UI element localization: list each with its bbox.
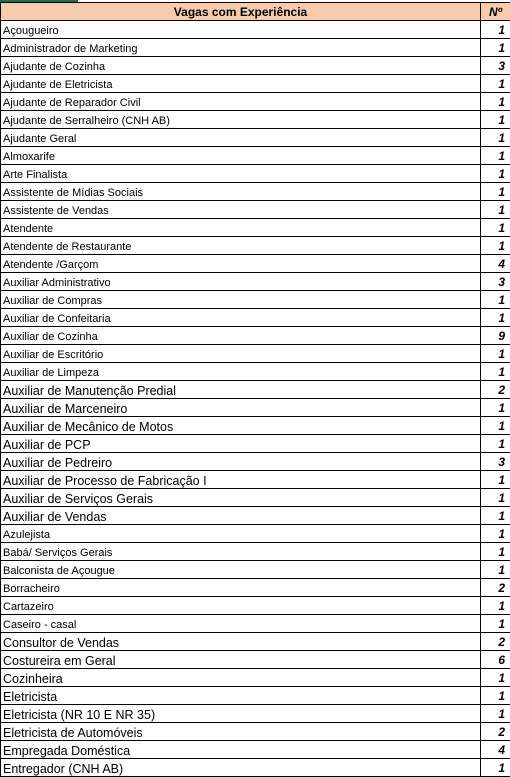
- cell-cargo[interactable]: Empregada Doméstica: [1, 741, 481, 759]
- table-row: [1, 291, 510, 309]
- cell-cargo[interactable]: Babá/ Serviços Gerais: [1, 543, 481, 561]
- cell-cargo[interactable]: Auxiliar de Pedreiro: [1, 453, 481, 471]
- cell-quantidade[interactable]: 2: [481, 381, 510, 399]
- table-row: [1, 345, 510, 363]
- cell-cargo[interactable]: Almoxarife: [1, 147, 481, 165]
- table-row: [1, 417, 510, 435]
- cell-cargo[interactable]: Arte Finalista: [1, 165, 481, 183]
- cell-cargo[interactable]: Cartazeiro: [1, 597, 481, 615]
- cell-cargo[interactable]: Eletricista: [1, 687, 481, 705]
- table-row: [1, 183, 510, 201]
- header-cell-vagas[interactable]: Vagas com Experiência: [1, 3, 481, 21]
- cell-quantidade[interactable]: 2: [481, 723, 510, 741]
- cell-cargo[interactable]: Auxiliar de PCP: [1, 435, 481, 453]
- cell-quantidade[interactable]: 1: [481, 75, 510, 93]
- cell-quantidade[interactable]: 4: [481, 255, 510, 273]
- cell-quantidade[interactable]: 3: [481, 273, 510, 291]
- cell-cargo[interactable]: Costureira em Geral: [1, 651, 481, 669]
- cell-quantidade[interactable]: 1: [481, 345, 510, 363]
- cell-cargo[interactable]: Atendente /Garçom: [1, 255, 481, 273]
- cell-cargo[interactable]: Auxiliar de Compras: [1, 291, 481, 309]
- table-row: [1, 363, 510, 381]
- cell-cargo[interactable]: Ajudante Geral: [1, 129, 481, 147]
- cell-cargo[interactable]: Ajudante de Serralheiro (CNH AB): [1, 111, 481, 129]
- table-row: [1, 327, 510, 345]
- cell-cargo[interactable]: Ajudante de Reparador Civil: [1, 93, 481, 111]
- cell-cargo[interactable]: Consultor de Vendas: [1, 633, 481, 651]
- table-row: [1, 273, 510, 291]
- cell-cargo[interactable]: Assistente de Mídias Sociais: [1, 183, 481, 201]
- table-row: [1, 435, 510, 453]
- cell-cargo[interactable]: Eletricista de Automóveis: [1, 723, 481, 741]
- cell-quantidade[interactable]: 1: [481, 129, 510, 147]
- cell-cargo[interactable]: Eletricista (NR 10 E NR 35): [1, 705, 481, 723]
- cell-quantidade[interactable]: 2: [481, 579, 510, 597]
- cell-cargo[interactable]: Entregador (CNH AB): [1, 759, 481, 777]
- cell-quantidade[interactable]: 1: [481, 489, 510, 507]
- cell-quantidade[interactable]: 1: [481, 39, 510, 57]
- cell-quantidade[interactable]: 2: [481, 633, 510, 651]
- cell-quantidade[interactable]: 1: [481, 291, 510, 309]
- cell-cargo[interactable]: Atendente de Restaurante: [1, 237, 481, 255]
- cell-cargo[interactable]: Cozinheira: [1, 669, 481, 687]
- cell-cargo[interactable]: Auxiliar de Mecânico de Motos: [1, 417, 481, 435]
- cell-quantidade[interactable]: 1: [481, 399, 510, 417]
- cell-cargo[interactable]: Ajudante de Eletricista: [1, 75, 481, 93]
- cell-cargo[interactable]: Auxiliar de Manutenção Predial: [1, 381, 481, 399]
- table-row: [1, 255, 510, 273]
- table-row: [1, 39, 510, 57]
- cell-quantidade[interactable]: 1: [481, 417, 510, 435]
- cell-cargo[interactable]: Auxiliar de Cozinha: [1, 327, 481, 345]
- cell-quantidade[interactable]: 1: [481, 561, 510, 579]
- cell-cargo[interactable]: Açougueiro: [1, 21, 481, 39]
- cell-quantidade[interactable]: 1: [481, 147, 510, 165]
- cell-quantidade[interactable]: 6: [481, 651, 510, 669]
- cell-quantidade[interactable]: 1: [481, 201, 510, 219]
- cell-quantidade[interactable]: 1: [481, 507, 510, 525]
- table-row: [1, 111, 510, 129]
- cell-quantidade[interactable]: 1: [481, 705, 510, 723]
- cell-quantidade[interactable]: 1: [481, 543, 510, 561]
- cell-quantidade[interactable]: 1: [481, 759, 510, 777]
- table-row: [1, 507, 510, 525]
- table-row: [1, 201, 510, 219]
- table-row: [1, 579, 510, 597]
- cell-cargo[interactable]: Assistente de Vendas: [1, 201, 481, 219]
- table-row: [1, 561, 510, 579]
- cell-cargo[interactable]: Caseiro - casal: [1, 615, 481, 633]
- table-row: [1, 489, 510, 507]
- cell-quantidade[interactable]: 1: [481, 219, 510, 237]
- cell-cargo[interactable]: Auxiliar de Escritório: [1, 345, 481, 363]
- cell-quantidade[interactable]: 1: [481, 687, 510, 705]
- cell-cargo[interactable]: Ajudante de Cozinha: [1, 57, 481, 75]
- cell-cargo[interactable]: Auxiliar de Vendas: [1, 507, 481, 525]
- table-body: [1, 21, 510, 777]
- table-row: [1, 633, 510, 651]
- cell-quantidade[interactable]: 1: [481, 471, 510, 489]
- table-row: [1, 543, 510, 561]
- cell-quantidade[interactable]: 1: [481, 525, 510, 543]
- cell-quantidade[interactable]: 1: [481, 363, 510, 381]
- table-row: [1, 21, 510, 39]
- cell-quantidade[interactable]: 1: [481, 435, 510, 453]
- table-row: [1, 381, 510, 399]
- cell-quantidade[interactable]: 1: [481, 21, 510, 39]
- table-row: [1, 651, 510, 669]
- header-row: [1, 3, 510, 21]
- table-row: [1, 453, 510, 471]
- table-row: [1, 147, 510, 165]
- cell-cargo[interactable]: Auxiliar de Serviços Gerais: [1, 489, 481, 507]
- cell-cargo[interactable]: Auxiliar de Marceneiro: [1, 399, 481, 417]
- table-row: [1, 399, 510, 417]
- table-row: [1, 309, 510, 327]
- table-row: [1, 93, 510, 111]
- table-row: [1, 129, 510, 147]
- table-row: [1, 471, 510, 489]
- table-row: [1, 687, 510, 705]
- cell-quantidade[interactable]: 1: [481, 309, 510, 327]
- cell-cargo[interactable]: Auxiliar de Confeitaria: [1, 309, 481, 327]
- cell-quantidade[interactable]: 1: [481, 183, 510, 201]
- cell-quantidade[interactable]: 4: [481, 741, 510, 759]
- cell-quantidade[interactable]: 9: [481, 327, 510, 345]
- cell-quantidade[interactable]: 1: [481, 669, 510, 687]
- cell-quantidade[interactable]: 1: [481, 165, 510, 183]
- table-row: [1, 165, 510, 183]
- table-row: [1, 525, 510, 543]
- job-openings-table: [0, 2, 510, 777]
- cell-quantidade[interactable]: 1: [481, 93, 510, 111]
- table-row: [1, 741, 510, 759]
- table-row: [1, 597, 510, 615]
- cell-cargo[interactable]: Borracheiro: [1, 579, 481, 597]
- table-row: [1, 237, 510, 255]
- cell-quantidade[interactable]: 3: [481, 453, 510, 471]
- table-row: [1, 615, 510, 633]
- cell-quantidade[interactable]: 3: [481, 57, 510, 75]
- header-cell-numero[interactable]: Nº: [481, 3, 510, 21]
- table-row: [1, 705, 510, 723]
- table-row: [1, 75, 510, 93]
- cell-cargo[interactable]: Auxiliar de Processo de Fabricação I: [1, 471, 481, 489]
- cell-cargo[interactable]: Administrador de Marketing: [1, 39, 481, 57]
- cell-cargo[interactable]: Balconista de Açougue: [1, 561, 481, 579]
- table-row: [1, 759, 510, 777]
- cell-cargo[interactable]: Auxiliar Administrativo: [1, 273, 481, 291]
- cell-quantidade[interactable]: 1: [481, 237, 510, 255]
- table-row: [1, 669, 510, 687]
- cell-cargo[interactable]: Auxiliar de Limpeza: [1, 363, 481, 381]
- cell-quantidade[interactable]: 1: [481, 615, 510, 633]
- table-row: [1, 723, 510, 741]
- cell-cargo[interactable]: Atendente: [1, 219, 481, 237]
- table-row: [1, 57, 510, 75]
- cell-cargo[interactable]: Azulejista: [1, 525, 481, 543]
- cell-quantidade[interactable]: 1: [481, 597, 510, 615]
- table-row: [1, 219, 510, 237]
- cell-quantidade[interactable]: 1: [481, 111, 510, 129]
